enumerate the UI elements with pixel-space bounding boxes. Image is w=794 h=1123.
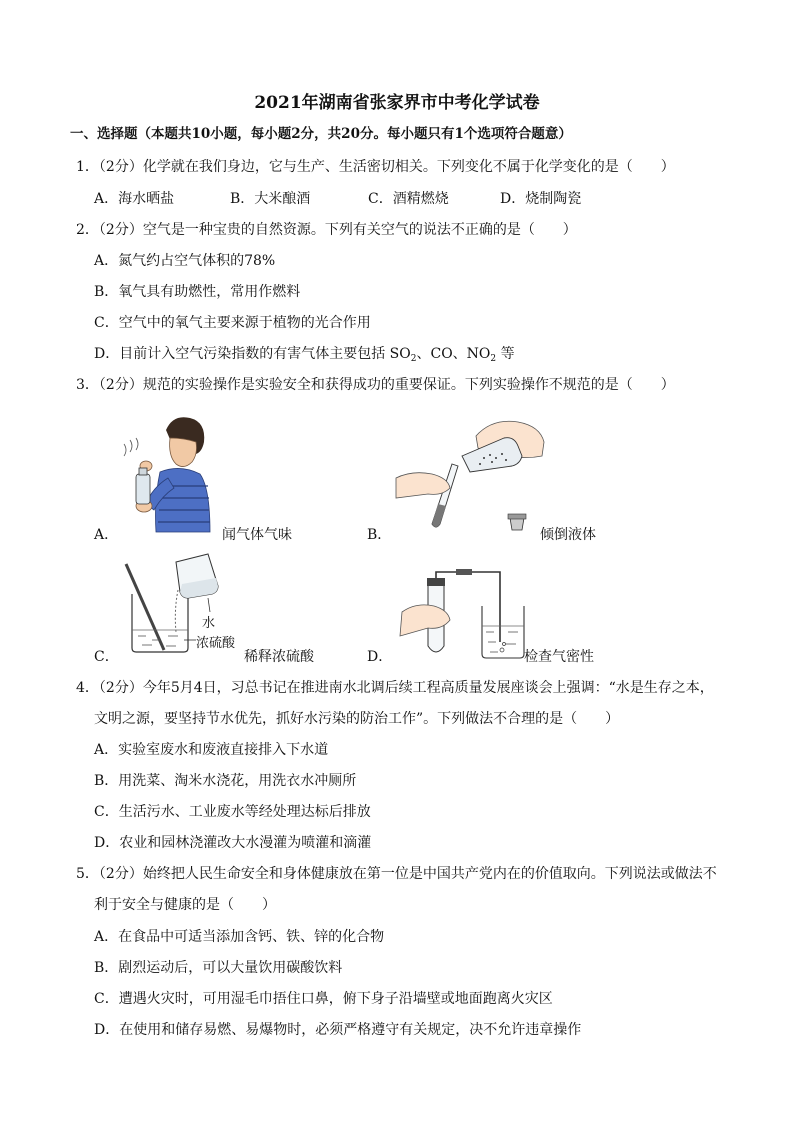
q4-option-d[interactable]: D．农业和园林浇灌改大水漫灌为喷灌和滴灌 xyxy=(94,835,372,851)
q2-option-b[interactable]: B．氧气具有助燃性，常用作燃料 xyxy=(94,284,301,300)
question-2-stem: 2．（2分）空气是一种宝贵的自然资源。下列有关空气的说法不正确的是（ ） xyxy=(76,222,577,238)
question-3-stem: 3．（2分）规范的实验操作是实验安全和获得成功的重要保证。下列实验操作不规范的是（ ） xyxy=(76,377,675,393)
q1-option-a[interactable]: A．海水晒盐 xyxy=(94,191,175,207)
q5-option-a[interactable]: A．在食品中可适当添加含钙、铁、锌的化合物 xyxy=(94,929,385,945)
q1-option-b[interactable]: B．大米酿酒 xyxy=(230,191,311,207)
question-4-stem-line-1: 4．（2分）今年5月4日，习总书记在推进南水北调后续工程高质量发展座谈会上强调：“水是生存之本， xyxy=(76,680,714,696)
q2-option-d-sub2: 2 xyxy=(490,354,497,364)
q5-option-b[interactable]: B．剧烈运动后，可以大量饮用碳酸饮料 xyxy=(94,960,343,976)
q3-option-a-letter[interactable]: A． xyxy=(94,527,119,543)
question-5-stem-line-1: 5．（2分）始终把人民生命安全和身体健康放在第一位是中国共产党内在的价值取向。下列说法或做法不 xyxy=(76,866,717,882)
q3-option-c-caption: 稀释浓硫酸 xyxy=(244,649,314,665)
figure-smell-gas xyxy=(118,408,218,533)
q3-option-d-letter[interactable]: D． xyxy=(367,649,393,665)
q2-option-a[interactable]: A．氮气约占空气体积的78% xyxy=(94,253,276,269)
q2-option-d-suffix: 等 xyxy=(496,346,515,362)
question-5-stem-line-2: 利于安全与健康的是（ ） xyxy=(94,897,276,913)
q5-option-c[interactable]: C．遭遇火灾时，可用湿毛巾捂住口鼻，俯下身子沿墙壁或地面跑离火灾区 xyxy=(94,991,553,1007)
question-4-stem-line-2: 文明之源，要坚持节水优先，抓好水污染的防治工作”。下列做法不合理的是（ ） xyxy=(94,711,620,727)
q4-option-a[interactable]: A．实验室废水和废液直接排入下水道 xyxy=(94,742,329,758)
figure-check-airtightness xyxy=(392,560,526,660)
q3-fig-c-acid-label: 浓硫酸 xyxy=(196,636,236,651)
question-1-stem: 1．（2分）化学就在我们身边，它与生产、生活密切相关。下列变化不属于化学变化的是（ ） xyxy=(76,159,675,175)
q2-option-d-prefix: D．目前计入空气污染指数的有害气体主要包括 SO xyxy=(94,346,411,362)
q3-option-d-caption: 检查气密性 xyxy=(524,649,594,665)
q3-option-c-letter[interactable]: C． xyxy=(94,649,119,665)
q2-option-d-mid: 、CO、NO xyxy=(416,346,491,362)
page-title: 2021年湖南省张家界市中考化学试卷 xyxy=(254,93,540,113)
q2-option-d[interactable] xyxy=(94,343,515,363)
q1-option-c[interactable]: C．酒精燃烧 xyxy=(368,191,449,207)
section-heading: 一、选择题（本题共10小题，每小题2分，共20分。每小题只有1个选项符合题意） xyxy=(70,126,572,142)
figure-pour-liquid xyxy=(392,408,552,538)
q5-option-d[interactable]: D．在使用和储存易燃、易爆物时，必须严格遵守有关规定，决不允许违章操作 xyxy=(94,1022,582,1038)
q2-option-d-sub1: 2 xyxy=(410,354,417,364)
q1-option-d[interactable]: D．烧制陶瓷 xyxy=(500,191,582,207)
q4-option-b[interactable]: B．用洗菜、淘米水浇花，用洗衣水冲厕所 xyxy=(94,773,357,789)
q2-option-c[interactable]: C．空气中的氧气主要来源于植物的光合作用 xyxy=(94,315,371,331)
q3-option-b-letter[interactable]: B． xyxy=(367,527,392,543)
q3-option-b-caption: 倾倒液体 xyxy=(540,527,596,543)
q4-option-c[interactable]: C．生活污水、工业废水等经处理达标后排放 xyxy=(94,804,371,820)
q3-fig-c-water-label: 水 xyxy=(202,616,216,631)
q3-option-a-caption: 闻气体气味 xyxy=(222,527,292,543)
